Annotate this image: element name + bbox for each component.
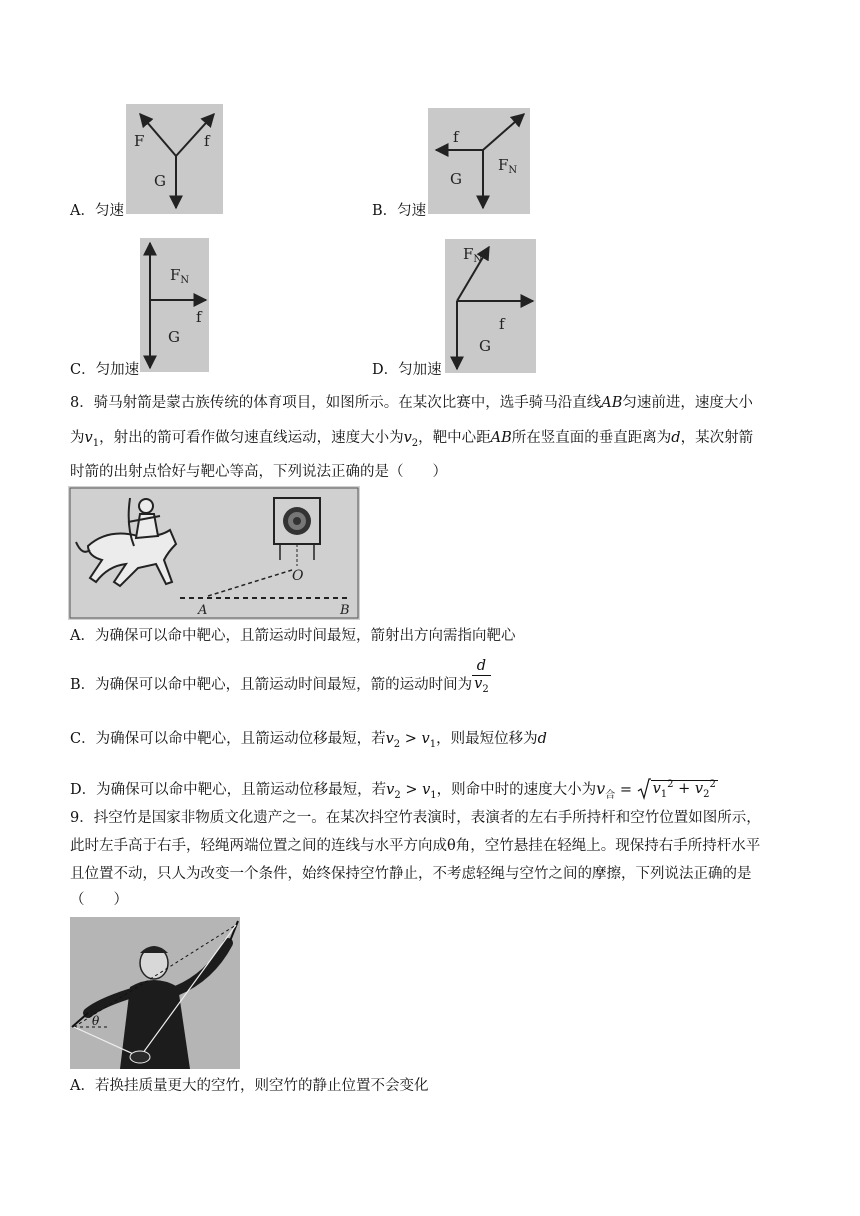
var-v: v (421, 731, 430, 747)
var-v: v (422, 781, 431, 798)
svg-text:FN (463, 245, 482, 265)
text: 为 (70, 430, 85, 446)
label-o: O (292, 568, 304, 584)
label-g: G (168, 328, 180, 346)
text: 9．抖空竹是国家非物质文化遗产之一。在某次抖空竹表演时，表演者的左右手所持杆和空竹位置如图所示， (70, 810, 761, 826)
force-diagram-c (140, 238, 209, 372)
line-ab: AB (490, 430, 512, 446)
label-b: B (340, 603, 350, 618)
option-text: 匀速 (94, 203, 124, 219)
var-v: v (596, 778, 606, 798)
sub: 2 (394, 789, 401, 801)
var-v: v (652, 780, 661, 797)
text: （ ） (70, 892, 128, 908)
q8-option-c (70, 729, 547, 755)
option-text: 匀加速 (95, 362, 140, 378)
label-fn: F (170, 266, 181, 284)
q9-stem-line-3 (70, 864, 752, 884)
sqrt-expression (637, 775, 718, 805)
var-d: d (537, 731, 547, 747)
sub: 2 (411, 437, 419, 449)
q8-option-b (70, 658, 491, 698)
label-f: f (196, 308, 202, 326)
force-diagram-d (445, 239, 536, 373)
text: 所在竖直面的垂直距离为 (511, 430, 672, 446)
label-f-lower: f (204, 132, 210, 150)
op: = (619, 781, 632, 798)
label-fn-sub: N (473, 254, 483, 265)
performer-icon (88, 943, 228, 1069)
label-fn: F (498, 156, 509, 174)
sub: 1 (429, 738, 437, 750)
label-f: f (499, 315, 505, 333)
sup: 2 (667, 779, 674, 790)
op: + (678, 780, 691, 797)
q9-option-a (70, 1076, 428, 1096)
text: 时箭的出射点恰好与靶心等高，下列说法正确的是（ ） (70, 464, 447, 480)
option-text: 匀速 (397, 203, 427, 219)
label-g: G (479, 337, 491, 355)
diabolo-figure (70, 917, 240, 1069)
text: ，某次射箭 (680, 430, 754, 446)
text: 匀速前进，速度大小 (622, 395, 753, 411)
q7-option-d (372, 360, 442, 380)
text: C．为确保可以命中靶心，且箭运动位移最短，若 (70, 731, 386, 747)
var-v: v (694, 780, 704, 797)
label-fn: F (463, 245, 474, 263)
q7-option-c (70, 360, 139, 380)
fraction-d-over-v2 (472, 658, 491, 698)
label-fn-sub: N (508, 165, 518, 176)
q8-stem-line-1 (70, 393, 753, 413)
var-v: v (474, 676, 483, 692)
q9-stem-line-4 (70, 890, 128, 910)
text: 且位置不动，只人为改变一个条件，始终保持空竹静止，不考虑轻绳与空竹之间的摩擦，下列说法正确的是 (70, 866, 752, 882)
op: > (405, 781, 418, 798)
numerator: d (472, 658, 491, 676)
sub: 1 (92, 437, 100, 449)
sub: 2 (482, 683, 489, 695)
svg-text:FN (498, 156, 517, 176)
sub: 2 (703, 788, 710, 800)
op: > (404, 731, 417, 747)
sub: 2 (393, 738, 401, 750)
text: A．若换挂质量更大的空竹，则空竹的静止位置不会变化 (70, 1078, 429, 1094)
sub: 合 (605, 789, 616, 801)
label-a: A (198, 603, 208, 618)
text: ，射出的箭可看作做匀速直线运动，速度大小为 (99, 430, 404, 446)
q8-stem-line-2 (70, 428, 753, 454)
archery-figure (68, 486, 360, 620)
text: A．为确保可以命中靶心，且箭运动时间最短，箭射出方向需指向靶心 (70, 628, 516, 644)
label-theta: θ (92, 1014, 100, 1028)
option-letter: C． (70, 362, 96, 378)
label-f-upper: F (134, 132, 145, 150)
line-ab: AB (601, 395, 623, 411)
q8-option-a (70, 626, 515, 646)
sub: 1 (660, 788, 668, 800)
option-letter: B． (372, 203, 398, 219)
q8-stem-line-3 (70, 462, 447, 482)
q8-option-d (70, 775, 718, 806)
var-v: v (386, 781, 395, 798)
text: 此时左手高于右手，轻绳两端位置之间的连线与水平方向成θ角，空竹悬挂在轻绳上。现保持右手所持杆水平 (70, 838, 761, 854)
force-diagram-b (428, 108, 530, 214)
option-letter: D． (372, 362, 399, 378)
text: D．为确保可以命中靶心，且箭运动位移最短，若 (70, 781, 387, 798)
force-diagram-a (126, 104, 223, 214)
var-d: d (671, 430, 681, 446)
sup: 2 (709, 779, 716, 790)
var-v: v (385, 731, 394, 747)
text: ，靶中心距 (418, 430, 491, 446)
text: ，则最短位移为 (436, 731, 538, 747)
text: 8．骑马射箭是蒙古族传统的体育项目，如图所示。在某次比赛中，选手骑马沿直线 (70, 395, 602, 411)
option-letter: A． (70, 203, 95, 219)
q7-option-a (70, 201, 124, 221)
q9-stem-line-2 (70, 836, 760, 856)
label-f: f (453, 128, 459, 146)
label-g: G (154, 172, 166, 190)
label-fn-sub: N (180, 275, 190, 286)
label-g: G (450, 170, 462, 188)
svg-text:FN (170, 266, 189, 286)
text: B．为确保可以命中靶心，且箭运动时间最短，箭的运动时间为 (70, 676, 473, 693)
option-text: 匀加速 (398, 362, 442, 378)
var-v: v (84, 430, 93, 446)
horse-rider-icon (76, 498, 176, 586)
text: ，则命中时的速度大小为 (436, 781, 597, 798)
q9-stem-line-1 (70, 808, 761, 828)
diabolo-icon (130, 1051, 150, 1063)
q7-option-b (372, 201, 426, 221)
sub: 1 (430, 789, 437, 801)
var-v: v (403, 430, 412, 446)
